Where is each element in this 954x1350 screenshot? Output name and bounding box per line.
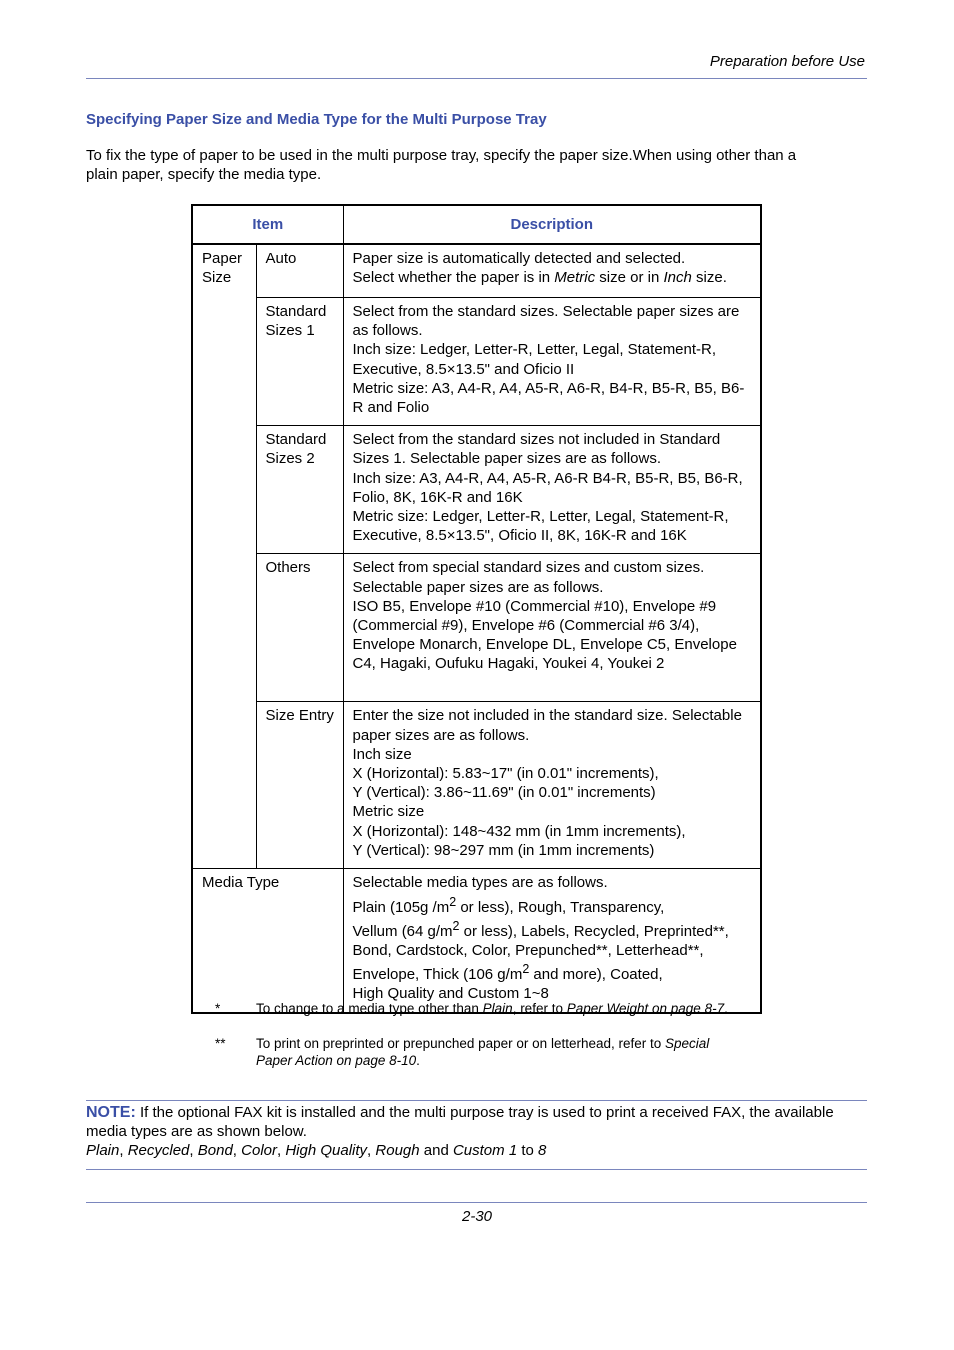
table-row: [192, 702, 761, 869]
standard-sizes-2-description: Select from the standard sizes not included in Standard Sizes 1. Selectable paper sizes are as follows. Inch size: A3, A4-R, A4, A5-R, A6-R B4-R, B5-R, B5, B6-R, Folio, 8K, 16K-R and 16K Metric size: Ledger, Letter-R, Letter, Legal, Statement-R, Executive, 8.5×13.5", Oficio II, 8K, 16K-R and 16K: [343, 426, 761, 554]
intro-paragraph: [86, 146, 866, 184]
table-row: [192, 298, 761, 426]
footnote-1-link[interactable]: Paper Weight on page 8-7: [566, 1001, 725, 1016]
size-entry-label: Size Entry: [256, 702, 343, 869]
size-entry-description: Enter the size not included in the standard size. Selectable paper sizes are as follows. Inch size X (Horizontal): 5.83~17" (in 0.01" increments), Y (Vertical): 3.86~11.69" (in 0.01" increments) Metric size X (Horizontal): 148~432 mm (in 1mm increments), Y (Vertical): 98~297 mm (in 1mm increments): [343, 702, 761, 869]
note-top-rule: [86, 1100, 867, 1101]
intro-line-2: plain paper, specify the media type.: [86, 166, 322, 183]
table-row: [192, 244, 761, 298]
table-row: [192, 426, 761, 554]
standard-sizes-1-label: Standard Sizes 1: [256, 298, 343, 426]
footnote-1-mark: *: [215, 1001, 221, 1016]
others-label: Others: [256, 554, 343, 702]
table-row: [192, 554, 761, 702]
note-box: NOTE: If the optional FAX kit is installed and the multi purpose tray is used to print a received FAX, the available media types are as shown below. Plain, Recycled, Bond, Color, High Quality, Rough and Custom 1 to 8: [86, 1104, 834, 1159]
spec-table: [191, 204, 762, 1014]
standard-sizes-2-label: Standard Sizes 2: [256, 426, 343, 554]
running-header: Preparation before Use: [709, 53, 865, 70]
col-header-description: Description: [343, 205, 761, 244]
media-type-description: Selectable media types are as follows. Plain (105g $/m^2$ or less), Rough, Transparency, Vellum (64 $g/m^2$ or less), Labels, Recycled, Preprinted**, Bond, Cardstock, Color, Prepunched**, Letterhead**, Envelope, Thick (106 $g/m^2$ and more), Coated, High Quality and Custom 1~8: [343, 869, 761, 1013]
col-header-item: Item: [192, 205, 343, 244]
footnote-2-mark: **: [215, 1036, 226, 1051]
note-bottom-rule: [86, 1169, 867, 1170]
auto-description: Paper size is automatically detected and selected. Select whether the paper is in Metric size or in Inch size.: [343, 244, 761, 298]
others-description: Select from special standard sizes and custom sizes. Selectable paper sizes are as follows. ISO B5, Envelope #10 (Commercial #10), Envelope #9 (Commercial #9), Envelope #6 (Commercial #6 3/4), Envelope Monarch, Envelope DL, Envelope C5, Envelope C4, Hagaki, Oufuku Hagaki, Youkei 4, Youkei 2: [343, 554, 761, 702]
paper-size-cell: Paper Size: [192, 244, 256, 869]
header-rule: [86, 78, 867, 79]
footnote-2-link[interactable]: Special Paper Action on page 8-10: [256, 1036, 710, 1068]
table-row: [192, 869, 761, 1013]
note-text: If the optional FAX kit is installed and the multi purpose tray is used to print a received FAX, the available media types are as shown below.: [86, 1104, 834, 1140]
auto-label: Auto: [256, 244, 343, 298]
page-number: 2-30: [461, 1208, 493, 1225]
section-title: Specifying Paper Size and Media Type for the Multi Purpose Tray: [86, 111, 547, 128]
intro-line-1: To fix the type of paper to be used in the multi purpose tray, specify the paper size.When using other than a: [86, 147, 797, 164]
media-type-label: Media Type: [192, 869, 343, 1013]
table-header-row: [192, 205, 761, 244]
standard-sizes-1-description: Select from the standard sizes. Selectable paper sizes are as follows. Inch size: Ledger, Letter-R, Letter, Legal, Statement-R, Executive, 8.5×13.5" and Oficio II Metric size: A3, A4-R, A4, A5-R, A6-R, B4-R, B5-R, B5, B6-R and Folio: [343, 298, 761, 426]
footer-rule: [86, 1202, 867, 1203]
note-label: NOTE:: [86, 1104, 136, 1121]
